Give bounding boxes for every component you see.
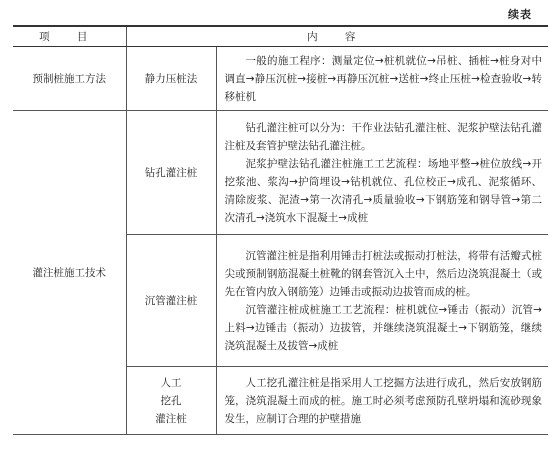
content-cell	[216, 367, 548, 435]
method-cell	[126, 367, 216, 435]
content-paragraph: 沉管灌注桩成桩施工工艺流程：桩机就位→锤击（振动）沉管→上料→边锤击（振动）边拔管，并继续浇筑混凝土→下钢筋笼，继续浇筑混凝土及拔管→成桩	[224, 303, 542, 352]
table-header-row	[13, 26, 548, 47]
method-line: 灌注桩	[155, 412, 187, 425]
category-cell: 预制桩施工方法	[13, 47, 126, 111]
continued-label: 续表	[508, 8, 532, 21]
content-paragraph: 沉管灌注桩是指利用锤击打桩法或振动打桩法，将带有活瓣式桩尖或预制钢筋混凝土桩靴的钢套管沉入土中，然后边浇筑混凝土（或先在管内放入钢筋笼）边锤击或振动边拔管而成的桩。	[224, 249, 542, 298]
header-item: 项 目	[13, 26, 126, 47]
table-row	[13, 47, 548, 111]
table-row	[13, 111, 548, 235]
content-cell	[216, 235, 548, 367]
content-paragraph: 钻孔灌注桩可以分为：干作业法钻孔灌注桩、泥浆护壁法钻孔灌注桩及套管护壁法钻孔灌注桩。	[224, 121, 542, 152]
method-line: 挖孔	[160, 394, 182, 407]
content-cell	[216, 111, 548, 235]
method-cell: 沉管灌注桩	[126, 235, 216, 367]
content-paragraph: 一般的施工程序：测量定位→桩机就位→吊桩、插桩→桩身对中调直→静压沉桩→接桩→再静压沉桩→送桩→终止压桩→检查验收→转移桩机	[224, 54, 542, 103]
category-cell: 灌注桩施工技术	[13, 111, 126, 435]
method-cell: 钻孔灌注桩	[126, 111, 216, 235]
header-content: 内 容	[126, 26, 548, 47]
content-cell	[216, 47, 548, 111]
content-paragraph: 泥浆护壁法钻孔灌注桩施工工艺流程：场地平整→桩位放线→开挖浆池、浆沟→护筒埋设→钻机就位、孔位校正→成孔、泥浆循环、清除废浆、泥渣→第一次清孔→质量验收→下钢筋笼和钢导管→第二次清孔→浇筑水下混凝土→成桩	[224, 157, 542, 224]
construction-methods-table	[13, 25, 548, 435]
method-line: 人工	[160, 376, 182, 389]
method-cell: 静力压桩法	[126, 47, 216, 111]
content-paragraph: 人工挖孔灌注桩是指采用人工挖掘方法进行成孔，然后安放钢筋笼，浇筑混凝土而成的桩。施工时必须考虑预防孔壁坍塌和流砂现象发生，应制订合理的护壁措施	[224, 376, 542, 425]
